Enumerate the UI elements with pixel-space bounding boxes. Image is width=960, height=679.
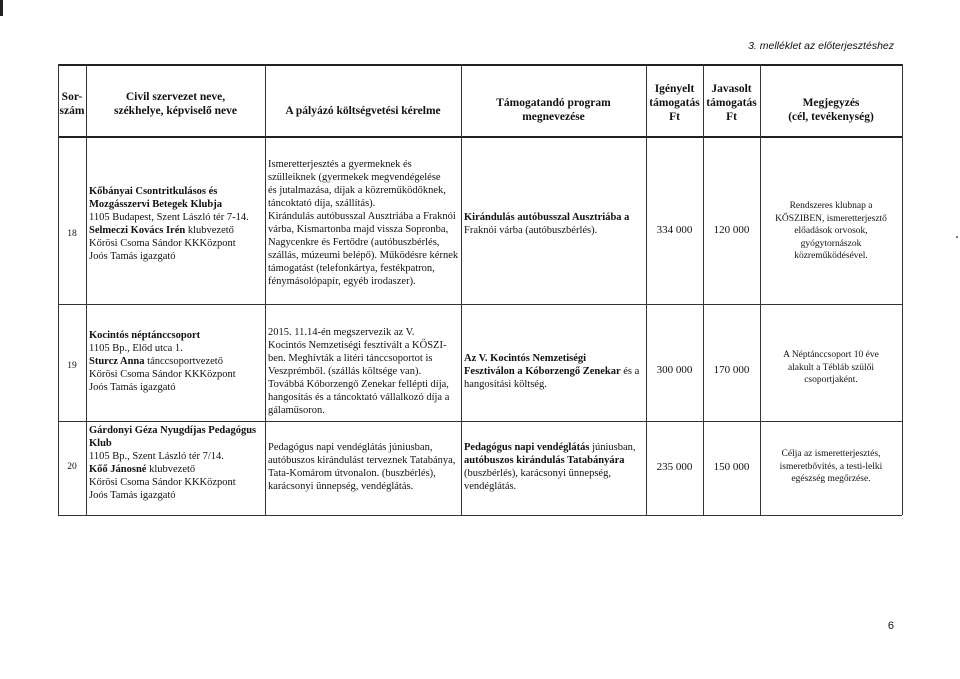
page-number: 6 [887, 620, 894, 632]
note-cell [760, 349, 902, 387]
request-line: ben. Meghívták a litéri tánccsoportot is [268, 353, 433, 364]
request-line: Kirándulás autóbusszal Ausztriába a Fraknói [268, 211, 456, 222]
note-line: előadások orvosok, [794, 226, 868, 236]
program-detail: vendéglátás. [464, 481, 517, 492]
row-number: 19 [67, 361, 77, 371]
request-cell [268, 158, 458, 288]
org-address: 1105 Budapest, Szent László tér 7-14. [89, 212, 249, 223]
org-center: Kőrösi Csoma Sándor KKKözpont [89, 369, 236, 380]
scan-speck [956, 236, 958, 238]
representative-name: Kőő Jánosné [89, 464, 147, 475]
program-title: Fesztiválon a Kóborzengő Zenekar [464, 366, 621, 377]
row-19-bottom-border [58, 421, 902, 422]
org-director: Joós Tamás igazgató [89, 490, 176, 501]
org-representative [89, 463, 256, 476]
note-line: KŐSZIBEN, ismeretterjesztő [775, 213, 887, 224]
col-border-7 [902, 64, 903, 515]
org-name-line: Mozgásszervi Betegek Klubja [89, 199, 222, 210]
col-border-0 [58, 64, 59, 515]
program-detail: hangosítási költség. [464, 379, 547, 390]
org-name-line: Gárdonyi Géza Nyugdíjas Pedagógus [89, 425, 257, 436]
page-edge-mark [0, 0, 3, 16]
header-igenyelt-line2: támogatás [649, 97, 700, 109]
org-name-line: Kőbányai Csontritkulásos és [89, 186, 218, 197]
row-number: 18 [67, 229, 77, 239]
header-civil-line2: székhelye, képviselő neve [114, 105, 237, 117]
header-sorszam-line2: szám [59, 105, 85, 117]
header-civil [86, 90, 265, 118]
program-title: Kirándulás autóbusszal Ausztriába a [464, 212, 630, 223]
request-line: autóbuszos kirándulást terveznek Tatabánya, [268, 455, 456, 466]
header-javasolt-line3: Ft [726, 111, 737, 123]
request-line: szállás, múzeumi belépő). Működésre kérnek [268, 250, 459, 261]
request-line: karácsonyi ünnepség, vendéglátás. [268, 481, 414, 492]
request-line: szülleiknek (gyermekek megvendégelése [268, 172, 441, 183]
request-line: várba, Kismartonba majd vissza Sopronba, [268, 224, 449, 235]
col-border-4 [646, 64, 647, 515]
org-center: Kőrösi Csoma Sándor KKKözpont [89, 477, 236, 488]
request-line: és jutalmazása, díjak a közreműködőknek, [268, 185, 446, 196]
program-title: autóbuszos kirándulás Tatabányára [464, 455, 625, 466]
program-detail: Fraknói várba (autóbuszbérlés). [464, 225, 598, 236]
program-detail: és a [620, 366, 640, 377]
header-megjegyzes-line1: Megjegyzés [802, 97, 860, 109]
org-name-line: Kocintós néptánccsoport [89, 330, 201, 341]
program-cell [464, 441, 636, 493]
col-border-1 [86, 64, 87, 515]
org-center: Kőrösi Csoma Sándor KKKözpont [89, 238, 236, 249]
table-top-border [58, 64, 902, 66]
request-line: Veszprémből. (szállás költsége van). [268, 366, 422, 377]
note-line: csoportjaként. [804, 375, 858, 385]
program-title: Az V. Kocintós Nemzetiségi [464, 353, 587, 364]
org-cell [89, 424, 256, 502]
col-border-3 [461, 64, 462, 515]
requested-amount: 334 000 [656, 224, 693, 236]
note-line: alakult a Tébláb szülői [787, 362, 875, 373]
header-sorszam [58, 90, 86, 118]
requested-amount: 235 000 [656, 461, 693, 473]
request-line: támogatást (telefonkártya, festékpatron, [268, 263, 435, 274]
request-line: Ismeretterjesztés a gyermeknek és [268, 159, 412, 170]
org-cell [89, 329, 236, 394]
program-detail: júniusban, [589, 442, 636, 453]
header-program [461, 96, 646, 124]
representative-name: Selmeczi Kovács Irén [89, 225, 186, 236]
requested-amount: 300 000 [656, 364, 693, 376]
request-line: gálaműsoron. [268, 405, 325, 416]
note-line: Célja az ismeretterjesztés, [781, 449, 881, 459]
request-line: Pedagógus napi vendéglátás júniusban, [268, 442, 433, 453]
header-civil-line1: Civil szervezet neve, [125, 91, 226, 103]
note-line: közreműködésével. [794, 251, 868, 261]
proposed-amount: 150 000 [713, 461, 750, 473]
header-program-line2: megnevezése [522, 111, 585, 123]
header-igenyelt-line3: Ft [669, 111, 680, 123]
header-javasolt-line2: támogatás [706, 97, 757, 109]
org-director: Joós Tamás igazgató [89, 382, 176, 393]
header-igenyelt [646, 82, 703, 124]
program-cell [464, 211, 629, 237]
header-palyazo [265, 104, 461, 118]
row-number: 20 [67, 462, 77, 472]
representative-role: klubvezető [185, 225, 234, 236]
request-line: táncoktató díja, szállítás). [268, 198, 376, 209]
org-representative [89, 224, 249, 237]
request-line: Kocintós Nemzetiségi fesztivált a KŐSZI- [268, 340, 447, 351]
proposed-amount: 170 000 [713, 364, 750, 376]
header-igenyelt-line1: Igényelt [654, 83, 695, 95]
org-director: Joós Tamás igazgató [89, 251, 176, 262]
request-line: Tata-Komárom útvonalon. (buszbérlés), [268, 468, 436, 479]
note-line: gyógytornászok [800, 238, 862, 249]
request-line: Nagycenkre és Fertődre (autóbuszbérlés, [268, 237, 440, 248]
representative-name: Sturcz Anna [89, 356, 145, 367]
note-line: egészség megőrzése. [791, 474, 871, 484]
row-18-bottom-border [58, 304, 902, 305]
header-bottom-border [58, 136, 902, 138]
note-cell [760, 448, 902, 486]
program-title-line1 [464, 441, 636, 454]
org-name-line: Klub [89, 438, 112, 449]
program-detail: (buszbérlés), karácsonyi ünnepség, [464, 468, 611, 479]
note-line: A Néptánccsoport 10 éve [783, 350, 879, 360]
note-line: ismeretbővítés, a testi-lelki [779, 461, 883, 472]
request-line: 2015. 11.14-én megszervezik az V. [268, 327, 415, 338]
table-bottom-border [58, 515, 902, 516]
request-line: hangosítás és a táncoktató vállalkozó díja a [268, 392, 450, 403]
program-title: Pedagógus napi vendéglátás [464, 442, 590, 453]
org-address: 1105 Bp., Szent László tér 7/14. [89, 451, 224, 462]
header-sorszam-line1: Sor- [61, 91, 83, 103]
request-cell [268, 326, 449, 417]
header-javasolt [703, 82, 760, 124]
header-palyazo-line1: A pályázó költségvetési kérelme [285, 105, 441, 117]
col-border-5 [703, 64, 704, 515]
proposed-amount: 120 000 [713, 224, 750, 236]
header-megjegyzes-line2: (cél, tevékenység) [788, 111, 874, 123]
note-cell [760, 200, 902, 263]
note-line: Rendszeres klubnap a [789, 201, 873, 211]
col-border-2 [265, 64, 266, 515]
request-cell [268, 441, 455, 493]
org-cell [89, 185, 249, 263]
header-javasolt-line1: Javasolt [711, 83, 752, 95]
org-representative [89, 355, 236, 368]
request-line: fénymásolópapír, egyéb irodaszer). [268, 276, 416, 287]
representative-role: tánccsoportvezető [144, 356, 223, 367]
annex-title: 3. melléklet az előterjesztéshez [748, 40, 894, 52]
request-line: Továbbá Kóborzengő Zenekar fellépti díja, [268, 379, 449, 390]
header-megjegyzes [760, 96, 902, 124]
representative-role: klubvezető [146, 464, 196, 475]
header-program-line1: Támogatandó program [496, 97, 611, 109]
org-address: 1105 Bp., Előd utca 1. [89, 343, 183, 354]
program-title-line2 [464, 365, 639, 378]
program-cell [464, 352, 639, 391]
